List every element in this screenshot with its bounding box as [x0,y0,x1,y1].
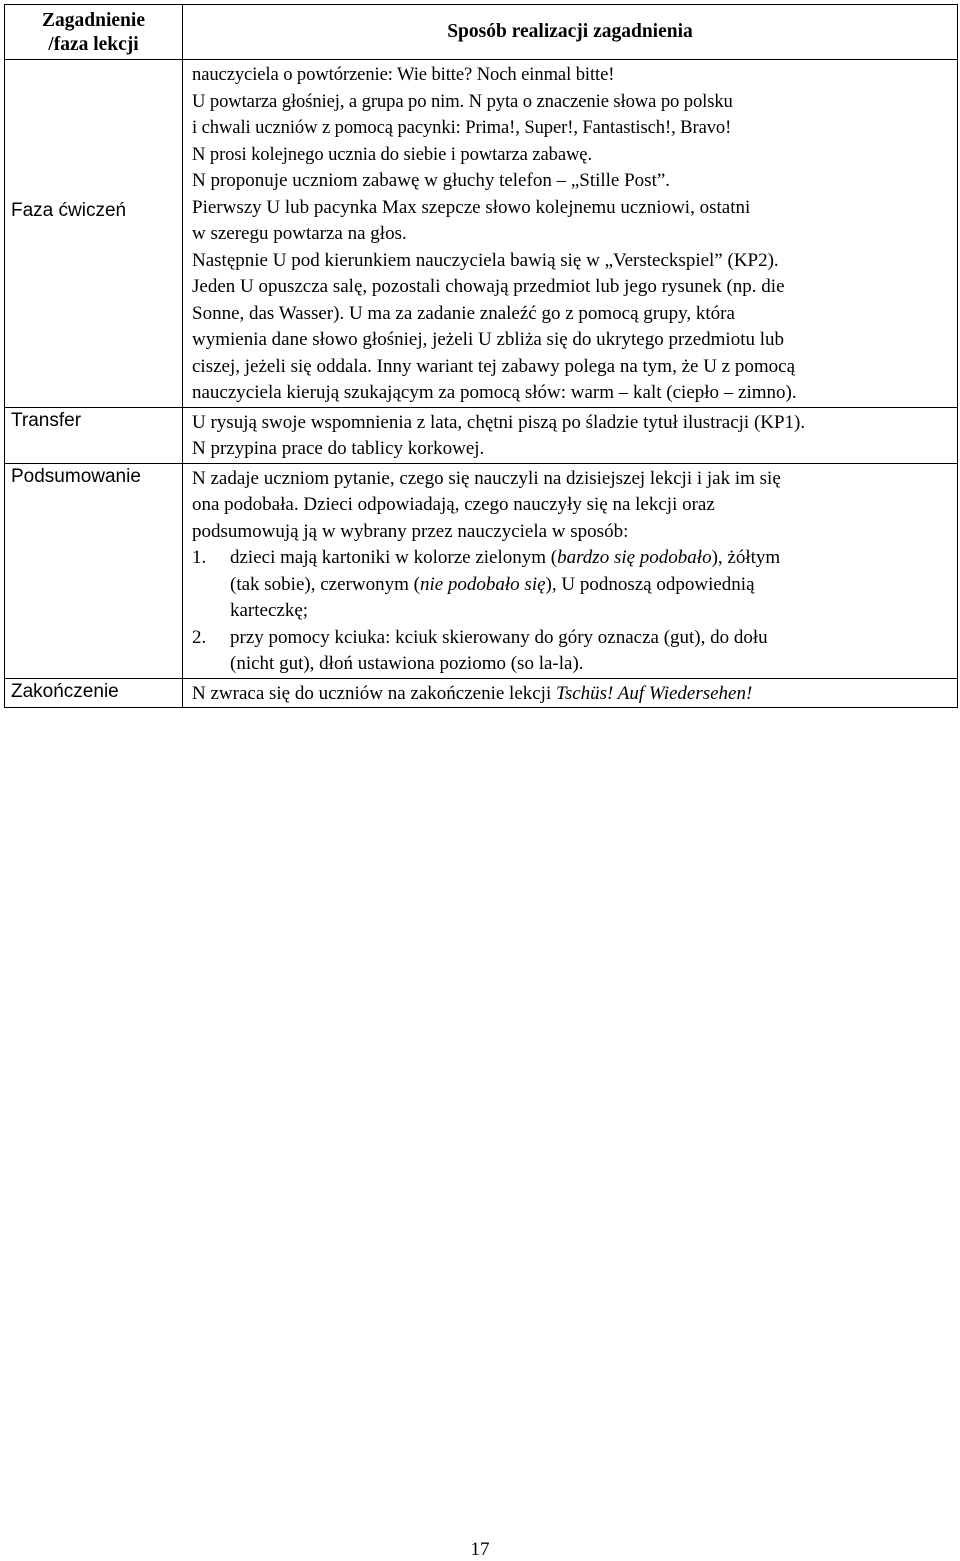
header-desc-cell: Sposób realizacji zagadnienia [183,5,958,60]
phase-cell [5,407,183,463]
phase-cell [5,60,183,408]
desc-line: nauczyciela o powtórzenie: Wie bitte? Noch einmal bitte! [192,64,615,85]
desc-line: Sonne, das Wasser). U ma za zadanie znaleźć go z pomocą grupy, która [192,302,735,324]
desc-line: U rysują swoje wspomnienia z lata, chętni piszą po śladzie tytuł ilustracji (KP1). [192,411,806,433]
desc-line: podsumowują ją w wybrany przez nauczyciela w sposób: [192,520,629,542]
table-row-zakonczenie [5,678,958,708]
desc-cell-zakonczenie [183,678,958,708]
desc-line: Pierwszy U lub pacynka Max szepcze słowo kolejnemu uczniowi, ostatni [192,196,751,218]
list-number: 1. [192,547,207,568]
header-phase-line2: /faza lekcji [48,34,139,55]
desc-line: N prosi kolejnego ucznia do siebie i powtarza zabawę. [192,143,592,165]
table-row-podsumowanie [5,463,958,678]
list-line: karteczkę; [230,600,309,621]
desc-line: Następnie U pod kierunkiem nauczyciela bawią się w „Versteckspiel” (KP2). [192,249,779,271]
desc-line: N przypina prace do tablicy korkowej. [192,438,485,459]
page-number: 17 [470,1539,490,1560]
phase-label-transfer: Transfer [11,409,82,431]
lesson-plan-table [4,4,958,708]
desc-line: N zadaje uczniom pytanie, czego się nauczyli na dzisiejszej lekcji i jak im się [192,467,781,489]
desc-cell-transfer [183,407,958,463]
header-phase-cell [5,5,183,60]
desc-line: i chwali uczniów z pomocą pacynki: Prima!, Super!, Fantastisch!, Bravo! [192,117,732,138]
desc-line: wymienia dane słowo głośniej, jeżeli U zbliża się do ukrytego przedmiotu lub [192,329,785,350]
list-line: dzieci mają kartoniki w kolorze zielonym (bardzo się podobało), żółtym [230,547,781,568]
desc-line: N proponuje uczniom zabawę w głuchy telefon – „Stille Post”. [192,170,671,191]
list-line: przy pomocy kciuka: kciuk skierowany do góry oznacza (gut), do dołu [230,626,768,648]
desc-cell-podsumowanie [183,463,958,678]
table-row-cwiczen [5,60,958,408]
desc-line: U powtarza głośniej, a grupa po nim. N pyta o znaczenie słowa po polsku [192,90,733,112]
list-line: (nicht gut), dłoń ustawiona poziomo (so la-la). [230,653,584,674]
desc-line: Jeden U opuszcza salę, pozostali chowają przedmiot lub jego rysunek (np. die [192,276,785,297]
list-item [192,545,951,625]
phase-cell [5,463,183,678]
phase-label-podsumowanie: Podsumowanie [11,465,141,487]
desc-line: ciszej, jeżeli się oddala. Inny wariant tej zabawy polega na tym, że U z pomocą [192,355,795,377]
desc-line: w szeregu powtarza na głos. [192,223,407,244]
list-line: (tak sobie), czerwonym (nie podobało się), U podnoszą odpowiednią [230,573,755,595]
list-number: 2. [192,626,207,648]
list-item [192,625,951,678]
phase-cell [5,678,183,708]
desc-line: ona podobała. Dzieci odpowiadają, czego nauczyły się na lekcji oraz [192,494,715,515]
desc-cell-cwiczen [183,60,958,408]
table-row-transfer [5,407,958,463]
desc-line: nauczyciela kierują szukającym za pomocą słów: warm – kalt (ciepło – zimno). [192,382,797,403]
header-phase-line1: Zagadnienie [42,10,145,31]
phase-label-cwiczen: Faza ćwiczeń [11,200,127,221]
phase-label-zakonczenie: Zakończenie [11,680,119,702]
desc-line: N zwraca się do uczniów na zakończenie lekcji Tschüs! Auf Wiedersehen! [192,682,753,704]
table-header-row [5,5,958,60]
